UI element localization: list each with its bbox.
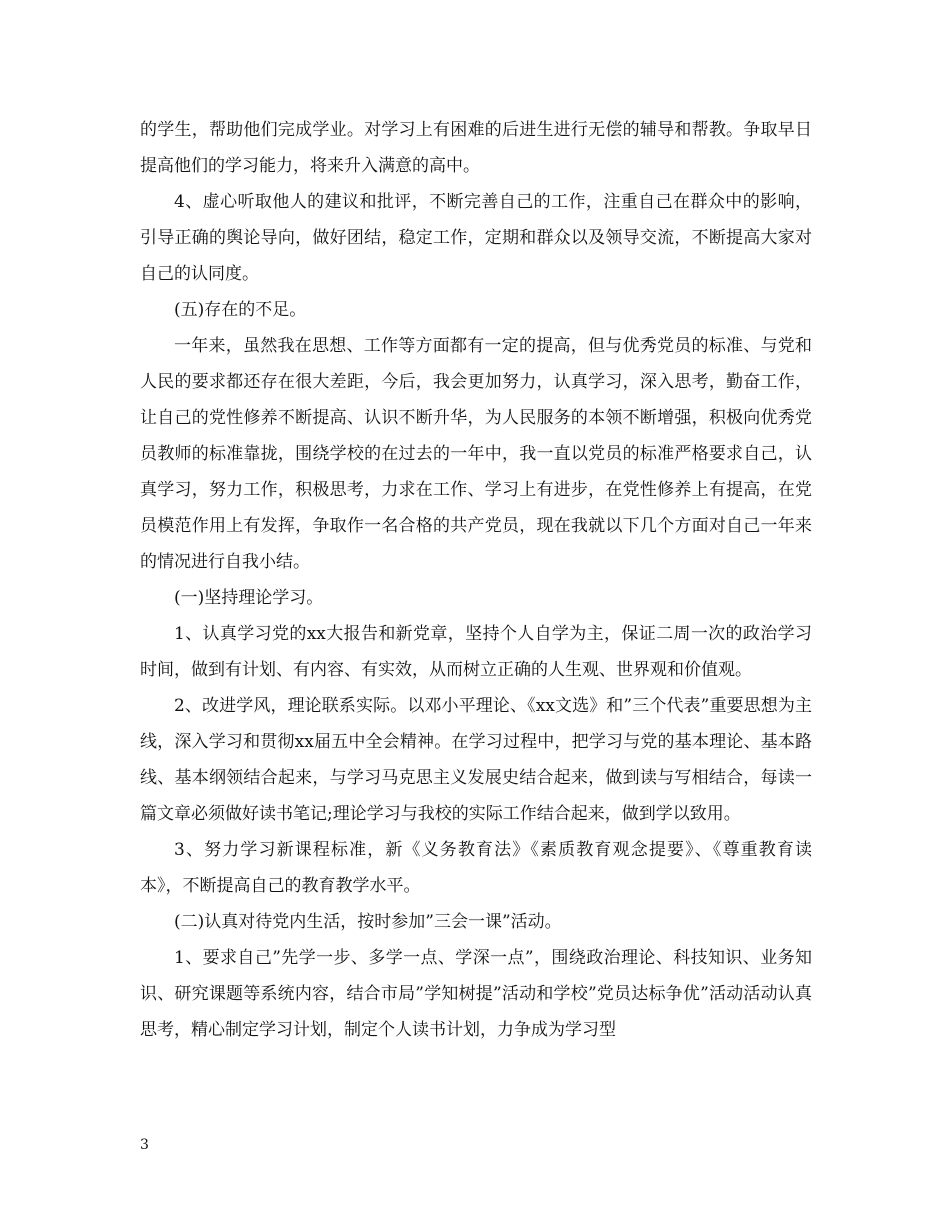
body-text [140,112,812,1048]
paragraph-item-3: 3、努力学习新课程标准，新《义务教育法》《素质教育观念提要》、《尊重教育读本》，不断提高自己的教育教学水平。 [140,840,812,896]
paragraph-item-2: 2、改进学风，理论联系实际。以邓小平理论、《xx文选》和”三个代表”重要思想为主线，深入学习和贯彻xx届五中全会精神。在学习过程中，把学习与党的基本理论、基本路线、基本纲领结合起来，与学习马克思主义发展史结合起来，做到读与写相结合，每读一篇文章必须做好读书笔记;理论学习与我校的实际工作结合起来，做到学以致用。 [140,696,812,824]
paragraph-item-4: 4、虚心听取他人的建议和批评，不断完善自己的工作，注重自己在群众中的影响，引导正确的舆论导向，做好团结，稳定工作，定期和群众以及领导交流，不断提高大家对自己的认同度。 [140,192,812,284]
section-heading-5: (五)存在的不足。 [174,300,307,320]
paragraph-continuation: 的学生，帮助他们完成学业。对学习上有困难的后进生进行无偿的辅导和帮教。争取早日提高他们的学习能力，将来升入满意的高中。 [140,120,812,176]
paragraph-summary: 一年来，虽然我在思想、工作等方面都有一定的提高，但与优秀党员的标准、与党和人民的要求都还存在很大差距，今后，我会更加努力，认真学习，深入思考，勤奋工作，让自己的党性修养不断提高、认识不断升华，为人民服务的本领不断增强，积极向优秀党员教师的标准靠拢，围绕学校的在过去的一年中，我一直以党员的标准严格要求自己，认真学习，努力工作，积极思考，力求在工作、学习上有进步，在党性修养上有提高，在党员模范作用上有发挥，争取作一名合格的共产党员，现在我就以下几个方面对自己一年来的情况进行自我小结。 [140,336,812,572]
section-heading-2: (二)认真对待党内生活，按时参加”三会一课”活动。 [174,912,562,932]
paragraph-item-1: 1、认真学习党的xx大报告和新党章，坚持个人自学为主，保证二周一次的政治学习时间，做到有计划、有内容、有实效，从而树立正确的人生观、世界观和价值观。 [140,624,812,680]
paragraph-item-1b: 1、要求自己”先学一步、多学一点、学深一点”，围绕政治理论、科技知识、业务知识、研究课题等系统内容，结合市局”学知树提”活动和学校”党员达标争优”活动活动认真思考，精心制定学习计划，制定个人读书计划，力争成为学习型 [140,948,812,1040]
page-number: 3 [140,1137,149,1153]
section-heading-1: (一)坚持理论学习。 [174,588,324,608]
